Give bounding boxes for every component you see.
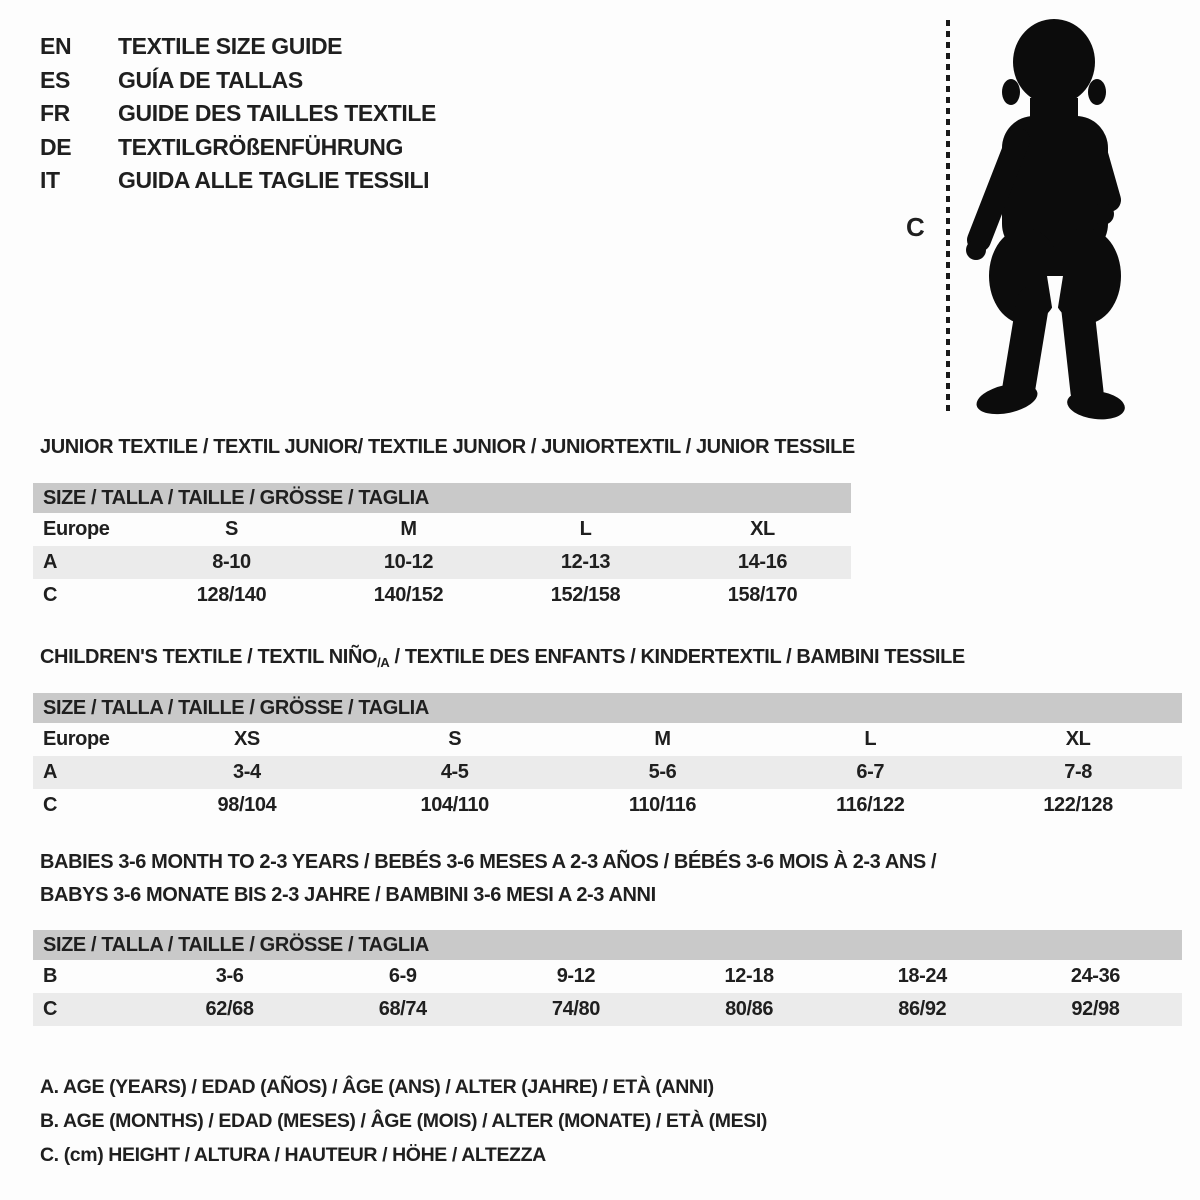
age-cell: 3-4 — [233, 761, 261, 783]
page-title-fr: GUIDE DES TAILLES TEXTILE — [118, 100, 436, 127]
babies-size-table — [33, 930, 1182, 1026]
size-cell: XS — [233, 728, 260, 750]
children-title-subscript: /A — [377, 655, 390, 670]
size-cell: M — [400, 518, 417, 540]
children-size-table — [33, 693, 1182, 822]
babies-section-title-line2: BABYS 3-6 MONATE BIS 2-3 JAHRE / BAMBINI 3-6 MESI A 2-3 ANNI — [40, 884, 656, 906]
table-row-height — [33, 993, 1182, 1026]
size-cell: L — [864, 728, 877, 750]
toddler-silhouette-image — [962, 12, 1142, 420]
row-label: B — [43, 965, 58, 987]
language-row-fr — [40, 97, 436, 131]
height-cell: 74/80 — [551, 998, 600, 1020]
months-cell: 12-18 — [724, 965, 774, 987]
size-header-bar: SIZE / TALLA / TAILLE / GRÖSSE / TAGLIA — [33, 693, 1182, 723]
months-cell: 3-6 — [215, 965, 244, 987]
height-cell: 128/140 — [196, 584, 267, 606]
page-title-es: GUÍA DE TALLAS — [118, 66, 303, 93]
page-title-de: TEXTILGRÖßENFÜHRUNG — [118, 133, 403, 160]
height-cell: 104/110 — [420, 794, 489, 816]
children-title-prefix: CHILDREN'S TEXTILE / TEXTIL NIÑO — [40, 646, 378, 668]
babies-section-title-line1: BABIES 3-6 MONTH TO 2-3 YEARS / BEBÉS 3-6 MESES A 2-3 AÑOS / BÉBÉS 3-6 MOIS À 2-3 ANS / — [40, 851, 937, 873]
junior-size-table — [33, 483, 851, 612]
size-cell: S — [448, 728, 462, 750]
row-label: C — [43, 794, 58, 816]
table-row-age — [33, 756, 1182, 789]
language-row-es — [40, 64, 436, 98]
size-cell: S — [225, 518, 238, 540]
row-label: C — [43, 584, 58, 606]
height-cell: 122/128 — [1043, 794, 1113, 816]
language-title-list — [40, 30, 436, 198]
size-cell: XL — [1065, 728, 1091, 750]
height-cell: 92/98 — [1071, 998, 1120, 1020]
page-title: TEXTILE SIZE GUIDE — [118, 33, 343, 60]
page-title-it: GUIDA ALLE TAGLIE TESSILI — [118, 167, 430, 194]
age-cell: 5-6 — [648, 761, 677, 783]
children-title-suffix: / TEXTILE DES ENFANTS / KINDERTEXTIL / BAMBINI TESSILE — [389, 646, 965, 668]
language-code: EN — [40, 33, 72, 60]
table-row-europe — [33, 723, 1182, 756]
height-cell: 86/92 — [898, 998, 947, 1020]
language-row-it — [40, 164, 436, 198]
months-cell: 6-9 — [388, 965, 417, 987]
height-cell: 158/170 — [727, 584, 798, 606]
size-header-bar: SIZE / TALLA / TAILLE / GRÖSSE / TAGLIA — [33, 483, 851, 513]
table-row-height — [33, 789, 1182, 822]
size-cell: M — [654, 728, 671, 750]
height-cell: 152/158 — [550, 584, 621, 606]
age-cell: 8-10 — [212, 551, 251, 573]
row-label: Europe — [43, 518, 110, 540]
height-cell: 110/116 — [628, 794, 697, 816]
row-label: A — [43, 551, 58, 573]
language-code: IT — [40, 167, 60, 194]
language-row-de — [40, 131, 436, 165]
language-code: FR — [40, 100, 70, 127]
measure-legend — [40, 1070, 767, 1172]
language-code: DE — [40, 133, 72, 160]
table-row-europe — [33, 513, 851, 546]
height-cell: 116/122 — [836, 794, 905, 816]
age-cell: 14-16 — [737, 551, 788, 573]
months-cell: 24-36 — [1070, 965, 1121, 987]
age-cell: 7-8 — [1064, 761, 1092, 783]
height-cell: 68/74 — [378, 998, 427, 1020]
row-label: Europe — [43, 728, 110, 750]
language-row-en — [40, 30, 436, 64]
months-cell: 9-12 — [556, 965, 596, 987]
age-cell: 4-5 — [440, 761, 469, 783]
row-label: C — [43, 998, 58, 1020]
age-cell: 10-12 — [383, 551, 434, 573]
junior-section-title: JUNIOR TEXTILE / TEXTIL JUNIOR/ TEXTILE JUNIOR / JUNIORTEXTIL / JUNIOR TESSILE — [40, 436, 855, 458]
legend-age-years: A. AGE (YEARS) / EDAD (AÑOS) / ÂGE (ANS) / ALTER (JAHRE) / ETÀ (ANNI) — [40, 1075, 714, 1098]
months-cell: 18-24 — [897, 965, 947, 987]
height-cell: 62/68 — [205, 998, 254, 1020]
table-row-height — [33, 579, 851, 612]
age-cell: 6-7 — [856, 761, 885, 783]
size-cell: XL — [750, 518, 775, 540]
height-cell: 140/152 — [373, 584, 444, 606]
table-row-age — [33, 546, 851, 579]
language-code: ES — [40, 66, 70, 93]
age-cell: 12-13 — [560, 551, 611, 573]
legend-age-months: B. AGE (MONTHS) / EDAD (MESES) / ÂGE (MOIS) / ALTER (MONATE) / ETÀ (MESI) — [40, 1109, 767, 1132]
height-measure-label: C — [906, 212, 925, 242]
height-cell: 98/104 — [217, 794, 277, 816]
table-row-months — [33, 960, 1182, 993]
height-cell: 80/86 — [725, 998, 774, 1020]
children-section-title — [40, 646, 965, 669]
height-dashed-line — [946, 20, 950, 414]
row-label: A — [43, 761, 58, 783]
size-cell: L — [579, 518, 592, 540]
size-header-bar: SIZE / TALLA / TAILLE / GRÖSSE / TAGLIA — [33, 930, 1182, 960]
legend-height-cm: C. (cm) HEIGHT / ALTURA / HAUTEUR / HÖHE / ALTEZZA — [40, 1143, 546, 1166]
